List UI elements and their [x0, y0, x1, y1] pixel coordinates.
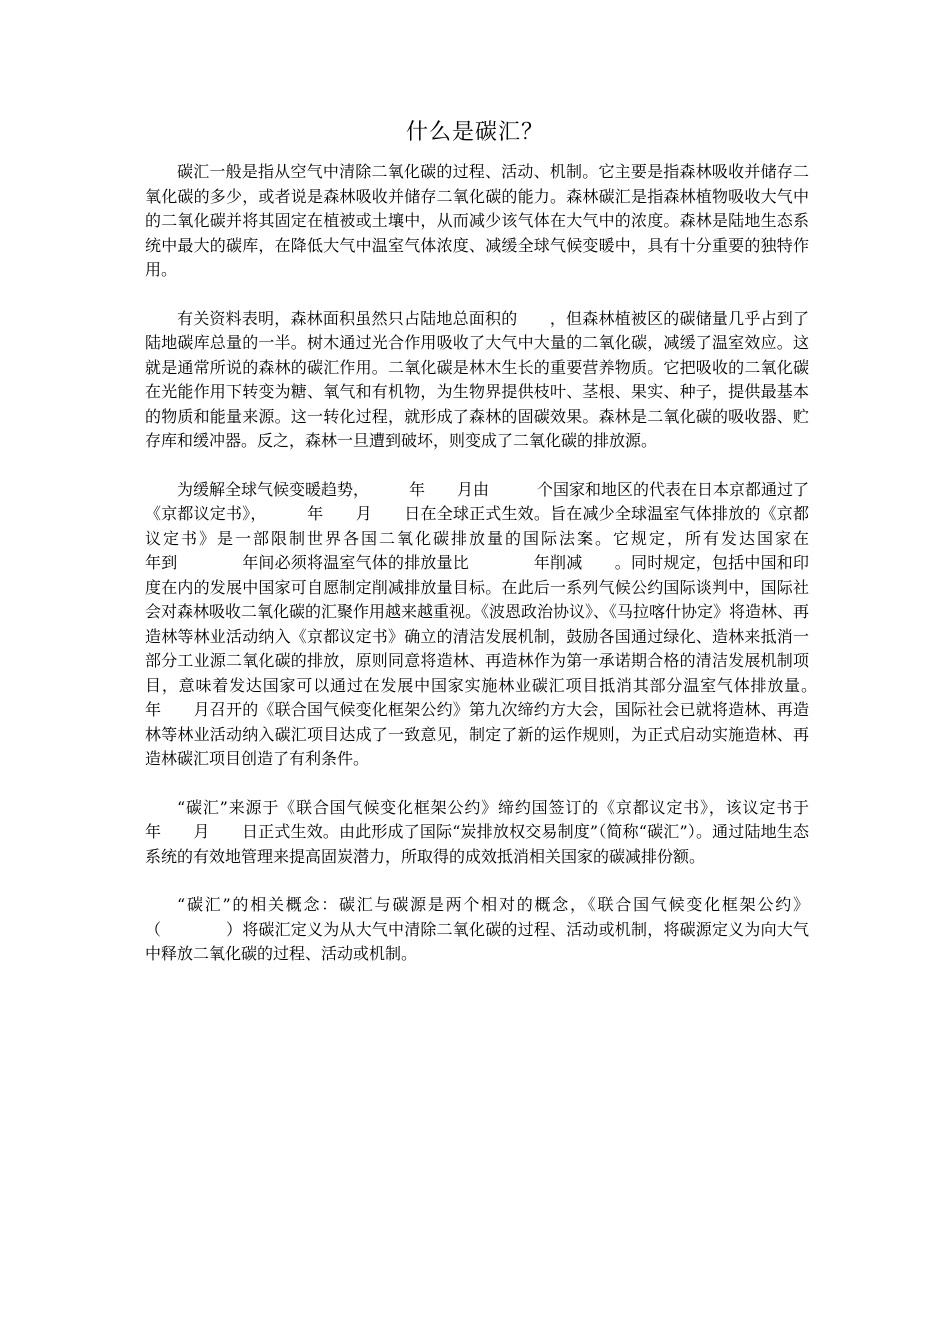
paragraph-kyoto-protocol: 为缓解全球气候变暖趋势， 年 月由 个国家和地区的代表在日本京都通过了《京都议定书》， 年 月 日在全球正式生效。旨在减少全球温室气体排放的《京都议定书》是一部限制世界各国二氧化碳排放量的国际法案。它规定，所有发达国家在 年到 年间必须将温室气体的排放量比 年削减 。同时规定，包括中国和印度在内的发展中国家可自愿制定削减排放量目标。在此后一系列气候公约国际谈判中，国际社会对森林吸收二氧化碳的汇聚作用越来越重视。《波恩政治协议》、《马拉喀什协定》将造林、再造林等林业活动纳入《京都议定书》确立的清洁发展机制，鼓励各国通过绿化、造林来抵消一部分工业源二氧化碳的排放，原则同意将造林、再造林作为第一承诺期合格的清洁发展机制项目，意味着发达国家可以通过在发展中国家实施林业碳汇项目抵消其部分温室气体排放量。 年 月召开的《联合国气候变化框架公约》第九次缔约方大会，国际社会已就将造林、再造林等林业活动纳入碳汇项目达成了一致意见，制定了新的运作规则，为正式启动实施造林、再造林碳汇项目创造了有利条件。	[145, 479, 874, 768]
document-title: 什么是碳汇？	[405, 120, 544, 145]
document-body	[145, 160, 874, 991]
paragraph-definition: 碳汇一般是指从空气中清除二氧化碳的过程、活动、机制。它主要是指森林吸收并储存二氧化碳的多少，或者说是森林吸收并储存二氧化碳的能力。森林碳汇是指森林植物吸收大气中的二氧化碳并将其固定在植被或土壤中，从而减少该气体在大气中的浓度。森林是陆地生态系统中最大的碳库，在降低大气中温室气体浓度、减缓全球气候变暖中，具有十分重要的独特作用。	[145, 162, 809, 279]
paragraph-related-concepts: “碳汇”的相关概念：碳汇与碳源是两个相对的概念，《联合国气候变化框架公约》（ ）将碳汇定义为从大气中清除二氧化碳的过程、活动或机制，将碳源定义为向大气中释放二氧化碳的过程、活动或机制。	[145, 895, 809, 963]
paragraph-forest-carbon: 有关资料表明，森林面积虽然只占陆地总面积的 ，但森林植被区的碳储量几乎占到了陆地碳库总量的一半。树木通过光合作用吸收了大气中大量的二氧化碳，减缓了温室效应。这就是通常所说的森林的碳汇作用。二氧化碳是林木生长的重要营养物质。它把吸收的二氧化碳在光能作用下转变为糖、氧气和有机物，为生物界提供枝叶、茎根、果实、种子，提供最基本的物质和能量来源。这一转化过程，就形成了森林的固碳效果。森林是二氧化碳的吸收器、贮存库和缓冲器。反之，森林一旦遭到破坏，则变成了二氧化碳的排放源。	[145, 308, 809, 450]
paragraph-origin: “碳汇”来源于《联合国气候变化框架公约》缔约国签订的《京都议定书》，该议定书于 年 月 日正式生效。由此形成了国际“炭排放权交易制度”（简称“碳汇”）。通过陆地生态系统的有效地管理来提高固炭潜力，所取得的成效抵消相关国家的碳减排份额。	[145, 797, 858, 866]
